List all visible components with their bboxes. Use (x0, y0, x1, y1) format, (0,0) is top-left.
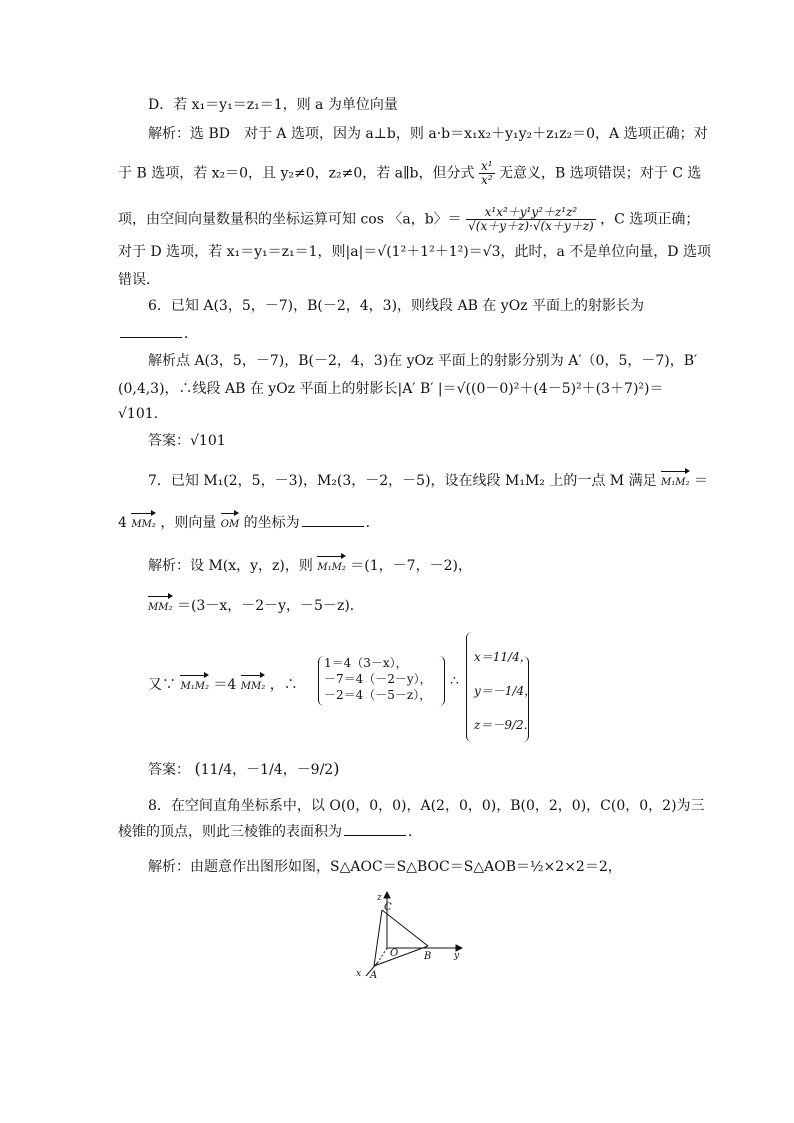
system-brace-2 (466, 632, 473, 742)
cosine-fraction: $\frac{\text{x¹x²＋y¹y²＋z¹z²}}{√(x+y+z)\cdot√(x+y+z)}$ (468, 205, 594, 233)
analysis-7-line-2: MM₂ ＝(3－x，－2－y，－5－z)． (148, 593, 364, 617)
label-z: z (377, 893, 382, 903)
question-8-line-2: 棱锥的顶点，则此三棱锥的表面积为 ． (118, 824, 422, 840)
analysis-6-line-1: 解析点 A(3，5，－7)，B(－2，4，3)在 yOz 平面上的射影分别为 A′（0，5，－7)，B′ (148, 353, 698, 369)
vector-mm2: MM₂ (131, 510, 156, 534)
label-o: O (390, 948, 399, 959)
analysis-5-line-4: 对于 D 选项，若 x₁＝y₁＝z₁＝1，则|a|＝√(1²＋1²＋1²)＝√3，此时，a 不是单位向量，D 选项 (118, 244, 711, 260)
answer-blank (344, 823, 406, 836)
equation-system-2: x＝11/4， y＝－1/4， z＝－9/2． (474, 650, 537, 732)
analysis-7-line-3: 又∵ M₁M₂ ＝4 MM₂ ，∴ (148, 672, 298, 696)
analysis-6-line-2: (0,4,3)，∴线段 AB 在 yOz 平面上的射影长|A′ B′ |＝√((0－0)²＋(4－5)²＋(3＋7)²)＝ (118, 381, 664, 397)
equation-system-1: 1＝4（3－x）， －7＝4（－2－y）， －2＝4（－5－z）， (324, 656, 432, 702)
question-6-line-2: ． (118, 325, 198, 343)
label-b: B (424, 951, 432, 962)
edge-ca (374, 910, 382, 966)
system-brace-2-right (522, 656, 529, 742)
analysis-5-line-2: 于 B 选项，若 x₂＝0，且 y₂≠0，z₂≠0，若 a∥b，但分式 $\frac{\text{x¹}}{\text{x²}}$ 无意义，B 选项错误；对于 C 选 (118, 159, 702, 187)
label-c: C (384, 902, 392, 913)
vector-m1m2: M₁M₂ (661, 468, 690, 492)
analysis-5-line-5: 错误． (118, 272, 160, 288)
tetrahedron-figure (350, 888, 470, 980)
question-7-line-2: 4 MM₂ ，则向量 OM 的坐标为 ． (118, 510, 380, 534)
question-8-line-1: 8．在空间直角坐标系中，以 O(0，0，0)，A(2，0，0)，B(0，2，0)，C(0，0，2)为三 (148, 798, 705, 814)
answer-blank (302, 514, 364, 527)
answer-7: 答案： (11/4，－1/4，－9/2) (148, 759, 340, 778)
question-6-line-1: 6．已知 A(3，5，－7)，B(－2，4，3)，则线段 AB 在 yOz 平面上的射影长为 (148, 298, 645, 314)
system-brace-1-right (438, 656, 445, 706)
answer-6: 答案：√101 (148, 433, 226, 449)
edge-cb (382, 910, 428, 946)
analysis-6-line-3: √101. (118, 406, 159, 422)
option-d: D．若 x₁＝y₁＝z₁＝1，则 a 为单位向量 (148, 97, 398, 113)
analysis-5-line-1: 解析：选 BD 对于 A 选项，因为 a⊥b，则 a·b＝x₁x₂＋y₁y₂＋z₁z₂＝0，A 选项正确；对 (148, 126, 708, 142)
question-7-line-1: 7．已知 M₁(2，5，－3)，M₂(3，－2，－5)，设在线段 M₁M₂ 上的一点 M 满足 M₁M₂ ＝ (148, 468, 708, 492)
z-axis-arrow (384, 892, 390, 898)
label-y: y (454, 951, 460, 961)
fraction-x1-x2: $\frac{\text{x¹}}{\text{x²}}$ (480, 159, 493, 187)
label-x: x (356, 969, 362, 979)
vector-mm2: MM₂ (241, 672, 266, 696)
analysis-8-line-1: 解析：由题意作出图形如图，S△AOC＝S△BOC＝S△AOB＝½×2×2＝2， (148, 859, 622, 875)
vector-om: OM (221, 510, 239, 534)
analysis-7-line-1: 解析：设 M(x，y，z)，则 M₁M₂ ＝(1，－7，－2)， (148, 553, 472, 577)
vector-m1m2: M₁M₂ (317, 553, 346, 577)
therefore-symbol: ∴ (450, 673, 459, 689)
vector-mm2: MM₂ (148, 593, 173, 617)
x-axis-hidden (378, 948, 387, 962)
answer-blank (120, 325, 182, 338)
vector-m1m2: M₁M₂ (180, 672, 209, 696)
analysis-5-line-3: 项，由空间向量数量积的坐标运算可知 cos 〈a，b〉＝ $\frac{\text{x¹x²＋y¹y²＋z¹z²}}{√(x+y+z)\cdot√(x+y+z)}$ ，C 选项正确； (118, 205, 700, 233)
label-a: A (370, 970, 378, 980)
